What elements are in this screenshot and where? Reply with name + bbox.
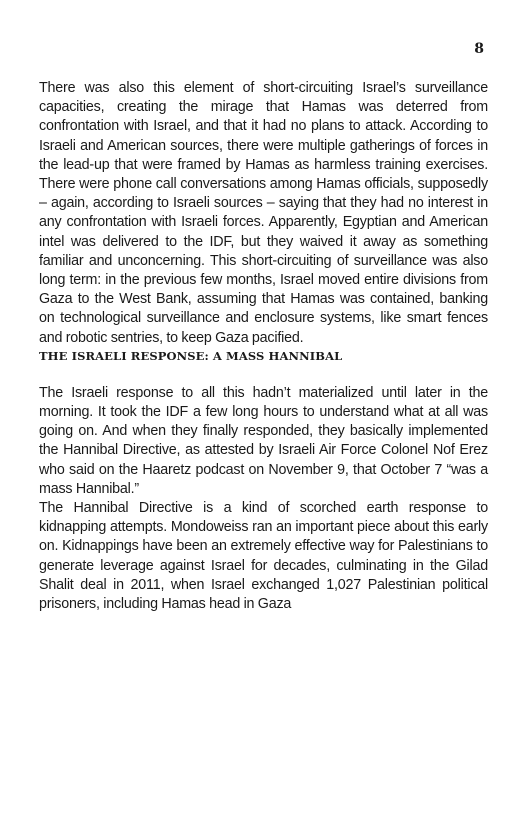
page-number: 8 bbox=[474, 41, 484, 57]
paragraph-surveillance: There was also this element of short-circuiting Israel’s surveillance capacities, creating the mirage that Hamas was deterred from confrontation with Israel, and that it had no plans to attack. According to Israeli and American sources, there were multiple gatherings of forces in the lead-up that were framed by Hamas as harmless training exercises. There were phone call conversations among Hamas officials, supposedly – again, according to Israeli sources – saying that they had no interest in any confrontation with Israeli forces. Apparently, Egyptian and American intel was delivered to the IDF, but they waived it away as something familiar and unconcerning. This short-circuiting of surveillance was also long term: in the previous few months, Israel moved entire divisions from Gaza to the West Bank, assuming that Hamas was contained, banking on technological surveillance and enclosure systems, like smart fences and robotic sentries, to keep Gaza pacified. bbox=[39, 80, 488, 346]
paragraph-israeli-response: The Israeli response to all this hadn’t materialized until later in the morning. It took the IDF a few long hours to understand what at all was going on. And when they finally responded, they basically implemented the Hannibal Directive, as attested by Israeli Air Force Colonel Nof Erez who said on the Haaretz podcast on November 9, that October 7 “was a mass Hannibal.” bbox=[39, 384, 488, 497]
section-heading: THE ISRAELI RESPONSE: A MASS HANNIBAL bbox=[39, 348, 343, 363]
paragraph-hannibal-directive: The Hannibal Directive is a kind of scorched earth response to kidnapping attempts. Mondoweiss ran an important piece about this early on. Kidnappings have been an extremely effective way for Palestinians to generate leverage against Israel for decades, culminating in the Gilad Shalit deal in 2011, when Israel exchanged 1,027 Palestinian political prisoners, including Hamas head in Gaza bbox=[39, 500, 488, 613]
page-body bbox=[39, 79, 488, 614]
